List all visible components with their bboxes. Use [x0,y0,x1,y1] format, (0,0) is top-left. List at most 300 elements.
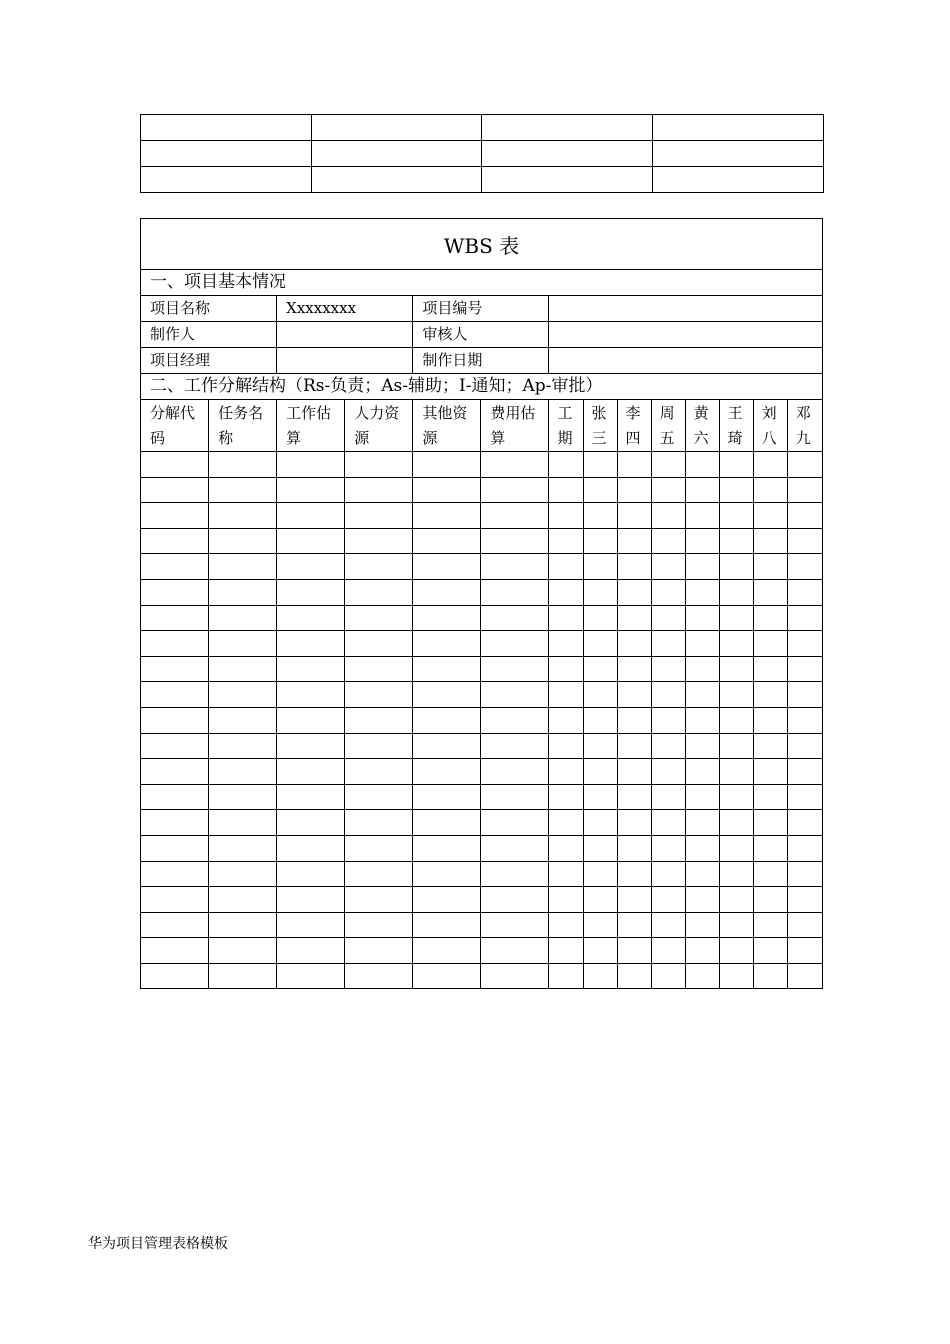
table-cell [345,554,413,580]
table-cell [481,759,549,785]
table-cell [583,784,617,810]
table-cell [753,477,787,503]
table-cell [209,707,277,733]
table-cell [481,784,549,810]
table-cell [277,503,345,529]
column-header: 邓 九 [787,400,822,452]
table-cell [277,733,345,759]
table-cell [481,938,549,964]
table-cell [753,810,787,836]
table-cell [345,887,413,913]
table-cell [583,528,617,554]
table-cell [753,579,787,605]
table-cell [719,938,753,964]
table-cell [617,707,651,733]
table-cell [753,554,787,580]
table-cell [651,963,685,989]
table-cell [209,912,277,938]
table-cell [277,759,345,785]
table-cell [719,656,753,682]
table-cell [413,810,481,836]
table-cell [549,682,583,708]
table-cell [345,656,413,682]
table-cell [345,503,413,529]
column-header: 周 五 [651,400,685,452]
table-cell [583,912,617,938]
table-cell [719,861,753,887]
table-cell [549,861,583,887]
table-cell [583,835,617,861]
table-cell [481,861,549,887]
table-cell [345,682,413,708]
table-cell [209,503,277,529]
table-cell [651,656,685,682]
table-cell [583,579,617,605]
table-cell [209,784,277,810]
blank-cell [141,115,312,141]
table-cell [685,554,719,580]
table-cell [685,528,719,554]
table-cell [719,887,753,913]
table-row [141,503,823,529]
table-cell [651,503,685,529]
project-number-value [549,296,823,322]
table-cell [753,835,787,861]
column-header: 刘 八 [753,400,787,452]
table-cell [209,759,277,785]
table-cell [787,605,822,631]
table-cell [481,631,549,657]
table-cell [787,477,822,503]
table-row [141,682,823,708]
table-cell [685,887,719,913]
table-cell [209,733,277,759]
column-header: 费用估 算 [481,400,549,452]
table-cell [141,605,209,631]
table-cell [685,503,719,529]
reviewer-label: 审核人 [413,322,549,348]
table-cell [617,605,651,631]
table-row [141,554,823,580]
table-cell [277,938,345,964]
table-cell [141,810,209,836]
table-cell [209,810,277,836]
table-cell [651,477,685,503]
table-cell [277,784,345,810]
table-cell [787,707,822,733]
table-cell [277,810,345,836]
table-cell [685,912,719,938]
column-header: 工作估 算 [277,400,345,452]
table-cell [685,477,719,503]
table-cell [617,554,651,580]
table-cell [549,963,583,989]
table-cell [651,452,685,478]
table-cell [651,579,685,605]
wbs-table [140,218,823,989]
table-cell [617,887,651,913]
table-cell [583,605,617,631]
blank-cell [653,141,824,167]
table-cell [141,452,209,478]
column-header: 张 三 [583,400,617,452]
table-cell [685,656,719,682]
table-cell [651,528,685,554]
table-cell [277,656,345,682]
table-cell [141,887,209,913]
blank-cell [482,115,653,141]
table-cell [209,656,277,682]
table-cell [583,682,617,708]
table-cell [583,861,617,887]
table-cell [209,554,277,580]
project-name-label: 项目名称 [141,296,277,322]
table-cell [651,733,685,759]
table-cell [685,784,719,810]
table-cell [413,452,481,478]
table-cell [753,963,787,989]
table-cell [481,528,549,554]
table-cell [753,733,787,759]
table-cell [685,810,719,836]
table-cell [685,707,719,733]
table-cell [549,912,583,938]
table-cell [481,810,549,836]
table-cell [719,784,753,810]
table-cell [413,938,481,964]
table-cell [277,887,345,913]
table-cell [277,963,345,989]
table-cell [209,579,277,605]
table-cell [345,912,413,938]
table-cell [481,554,549,580]
table-cell [787,503,822,529]
table-cell [719,912,753,938]
table-cell [651,810,685,836]
table-cell [651,938,685,964]
table-cell [651,912,685,938]
table-cell [345,631,413,657]
table-cell [787,784,822,810]
table-row [141,579,823,605]
table-cell [617,528,651,554]
table-cell [685,759,719,785]
table-row [141,835,823,861]
table-cell [209,835,277,861]
table-cell [209,963,277,989]
table-cell [719,554,753,580]
table-cell [719,707,753,733]
table-cell [787,963,822,989]
table-cell [345,477,413,503]
table-cell [583,452,617,478]
column-header: 分解代 码 [141,400,209,452]
blank-cell [312,115,482,141]
top-blank-table [140,114,824,193]
table-cell [617,503,651,529]
date-value [549,348,823,374]
table-row [141,861,823,887]
footer-text: 华为项目管理表格模板 [88,1236,228,1252]
table-cell [549,656,583,682]
table-cell [141,477,209,503]
table-cell [413,528,481,554]
table-row [141,733,823,759]
table-cell [651,707,685,733]
table-cell [685,605,719,631]
table-cell [787,938,822,964]
table-cell [277,605,345,631]
table-cell [413,912,481,938]
table-cell [277,835,345,861]
table-cell [787,682,822,708]
table-cell [277,707,345,733]
blank-cell [653,115,824,141]
table-cell [345,528,413,554]
table-cell [345,707,413,733]
table-cell [753,887,787,913]
table-cell [345,938,413,964]
table-row [141,963,823,989]
table-row [141,784,823,810]
table-cell [651,759,685,785]
column-header: 任务名 称 [209,400,277,452]
blank-cell [312,141,482,167]
table-cell [413,503,481,529]
table-cell [787,554,822,580]
table-cell [617,452,651,478]
blank-row [141,115,824,141]
table-cell [753,938,787,964]
table-cell [583,707,617,733]
table-cell [719,503,753,529]
date-label: 制作日期 [413,348,549,374]
table-cell [617,733,651,759]
table-cell [345,784,413,810]
table-cell [617,631,651,657]
table-cell [719,759,753,785]
table-cell [583,503,617,529]
table-cell [413,579,481,605]
table-cell [481,682,549,708]
table-cell [787,579,822,605]
table-cell [549,938,583,964]
table-cell [549,605,583,631]
table-cell [549,810,583,836]
table-cell [787,912,822,938]
table-cell [481,835,549,861]
table-cell [549,835,583,861]
table-cell [345,605,413,631]
table-cell [617,963,651,989]
blank-cell [482,141,653,167]
table-cell [651,861,685,887]
table-cell [413,707,481,733]
table-cell [583,656,617,682]
table-row [141,912,823,938]
table-cell [617,938,651,964]
table-cell [583,733,617,759]
table-cell [753,528,787,554]
column-header: 李 四 [617,400,651,452]
table-cell [787,887,822,913]
column-header: 其他资 源 [413,400,481,452]
table-cell [685,452,719,478]
table-cell [413,887,481,913]
table-cell [719,528,753,554]
table-cell [141,759,209,785]
table-cell [481,707,549,733]
table-cell [345,963,413,989]
table-cell [685,938,719,964]
table-cell [277,912,345,938]
reviewer-value [549,322,823,348]
table-cell [549,477,583,503]
table-cell [753,452,787,478]
project-name-value: Xxxxxxxx [277,296,413,322]
table-cell [549,528,583,554]
table-cell [753,631,787,657]
table-cell [787,452,822,478]
table-cell [651,784,685,810]
table-cell [583,554,617,580]
table-cell [277,861,345,887]
table-cell [719,605,753,631]
blank-cell [141,167,312,193]
table-cell [617,682,651,708]
table-cell [787,631,822,657]
blank-cell [312,167,482,193]
table-cell [583,631,617,657]
table-cell [345,452,413,478]
table-cell [345,759,413,785]
table-cell [549,452,583,478]
table-row [141,605,823,631]
table-cell [651,554,685,580]
table-cell [787,810,822,836]
table-cell [549,887,583,913]
table-cell [141,579,209,605]
table-cell [481,579,549,605]
table-row [141,656,823,682]
table-cell [753,605,787,631]
table-cell [685,861,719,887]
table-cell [141,861,209,887]
table-cell [209,938,277,964]
table-cell [209,887,277,913]
table-cell [719,733,753,759]
section-basic-info-title: 一、项目基本情况 [141,270,823,296]
table-cell [141,554,209,580]
table-cell [345,835,413,861]
table-cell [209,861,277,887]
table-cell [719,963,753,989]
table-cell [753,682,787,708]
table-cell [685,963,719,989]
table-cell [141,503,209,529]
table-cell [345,810,413,836]
table-row [141,631,823,657]
table-cell [753,759,787,785]
creator-value [277,322,413,348]
wbs-title: WBS 表 [141,219,823,270]
table-cell [141,656,209,682]
table-cell [651,682,685,708]
table-cell [719,631,753,657]
blank-cell [653,167,824,193]
table-row [141,887,823,913]
table-cell [345,733,413,759]
table-cell [277,452,345,478]
table-cell [651,631,685,657]
table-cell [481,605,549,631]
table-cell [549,503,583,529]
table-cell [719,579,753,605]
project-number-label: 项目编号 [413,296,549,322]
table-row [141,477,823,503]
table-cell [413,733,481,759]
table-cell [413,835,481,861]
table-cell [787,656,822,682]
table-cell [651,835,685,861]
table-cell [549,631,583,657]
table-cell [685,631,719,657]
creator-label: 制作人 [141,322,277,348]
table-cell [617,656,651,682]
table-cell [481,452,549,478]
table-cell [753,707,787,733]
table-cell [651,605,685,631]
table-cell [481,656,549,682]
table-cell [141,528,209,554]
table-cell [617,810,651,836]
table-cell [413,656,481,682]
manager-label: 项目经理 [141,348,277,374]
table-cell [753,861,787,887]
table-cell [209,477,277,503]
manager-value [277,348,413,374]
column-header: 黄 六 [685,400,719,452]
table-cell [209,452,277,478]
table-row [141,759,823,785]
table-cell [549,707,583,733]
table-cell [209,528,277,554]
table-cell [753,656,787,682]
table-cell [685,579,719,605]
table-cell [141,682,209,708]
table-cell [209,631,277,657]
table-cell [209,605,277,631]
table-cell [583,477,617,503]
table-cell [413,554,481,580]
table-cell [719,810,753,836]
column-header: 工 期 [549,400,583,452]
table-cell [617,759,651,785]
table-cell [413,784,481,810]
blank-cell [141,141,312,167]
table-cell [549,579,583,605]
table-cell [753,784,787,810]
table-cell [413,759,481,785]
table-cell [141,707,209,733]
table-cell [753,912,787,938]
section-wbs-title: 二、工作分解结构（Rs-负责；As-辅助；I-通知；Ap-审批） [141,374,823,400]
table-cell [719,452,753,478]
table-cell [685,835,719,861]
table-cell [583,887,617,913]
table-cell [617,579,651,605]
table-cell [617,477,651,503]
